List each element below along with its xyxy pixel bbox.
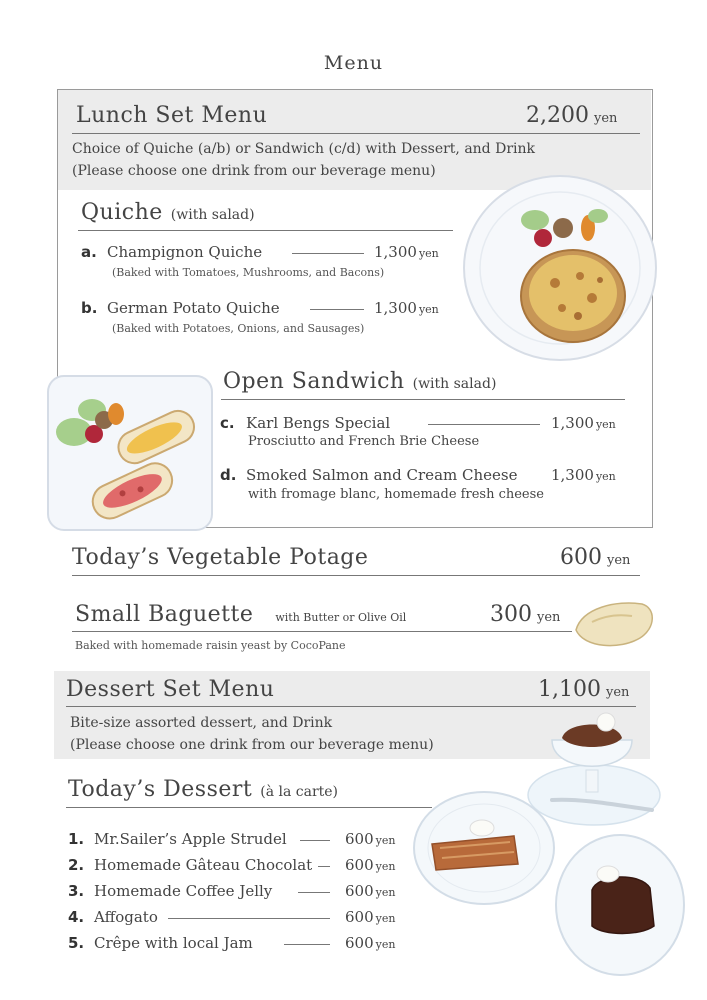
leader-line [298,892,330,893]
baguette-price: 300 yen [490,602,561,627]
strudel-plate-illustration [410,788,560,908]
lunch-set-desc-2: (Please choose one drink from our beverage menu) [72,163,436,179]
menu-item-d [220,465,517,484]
item-note-c: Prosciutto and French Brie Cheese [248,434,480,449]
dessert-rule [66,807,432,808]
sandwich-rule [221,399,625,400]
item-letter: b. [81,299,98,317]
dessert-subtitle: (à la carte) [260,784,339,800]
currency-label: yen [593,111,618,126]
dessert-set-title: Dessert Set Menu [66,677,275,702]
baguette-subtitle: with Butter or Olive Oil [275,611,407,624]
leader-line [310,309,364,310]
item-note-b: (Baked with Potatoes, Onions, and Sausages) [112,322,365,335]
sandwich-title: Open Sandwich [223,369,405,394]
quiche-heading [81,200,255,225]
sandwich-subtitle: (with salad) [412,376,497,392]
lunch-set-price-value: 2,200 [526,103,589,128]
quiche-plate-illustration [460,168,660,363]
sandwich-heading [223,369,496,394]
page-title: Menu [323,52,384,74]
menu-item-b [81,298,280,317]
dessert-title: Today’s Dessert [68,777,253,802]
dessert-item-4: 4. Affogato [68,908,158,926]
leader-line [284,944,330,945]
dessert-item-5: 5. Crêpe with local Jam [68,934,253,952]
leader-line [318,866,330,867]
baguette-heading [75,602,406,627]
menu-item-a [81,242,262,261]
lunch-set-rule [72,133,640,134]
dessert-set-desc-2: (Please choose one drink from our beverage menu) [70,737,434,753]
item-name: Smoked Salmon and Cream Cheese [246,466,518,484]
quiche-rule [78,230,453,231]
dessert-price-3: 600 yen [345,882,396,900]
dessert-set-desc-1: Bite-size assorted dessert, and Drink [70,715,333,731]
dessert-heading [68,777,338,802]
lunch-set-price [526,103,617,128]
item-letter: d. [220,466,237,484]
item-note-a: (Baked with Tomatoes, Mushrooms, and Bacons) [112,266,385,279]
dessert-item-1: 1. Mr.Sailer’s Apple Strudel [68,830,287,848]
potage-rule [72,575,640,576]
gateau-plate-illustration [550,830,690,980]
sandwich-plate-illustration [44,372,216,534]
lunch-set-title: Lunch Set Menu [76,103,268,128]
leader-line [428,424,540,425]
item-letter: a. [81,243,97,261]
dessert-item-3: 3. Homemade Coffee Jelly [68,882,273,900]
potage-price: 600 yen [560,545,631,570]
item-letter: c. [220,414,235,432]
item-name: Karl Bengs Special [246,414,391,432]
item-price-b: 1,300 yen [374,299,439,317]
dessert-set-price: 1,100 yen [538,677,630,702]
leader-line [292,253,364,254]
baguette-illustration [570,598,656,650]
baguette-rule [72,631,572,632]
leader-line [168,918,330,919]
item-price-c: 1,300 yen [551,414,616,432]
item-name: Champignon Quiche [107,243,263,261]
menu-item-c [220,413,390,432]
dessert-price-4: 600 yen [345,908,396,926]
dessert-item-2: 2. Homemade Gâteau Chocolat [68,856,313,874]
potage-title: Today’s Vegetable Potage [72,545,369,570]
quiche-title: Quiche [81,200,163,225]
item-note-d: with fromage blanc, homemade fresh cheese [248,487,544,502]
dessert-price-2: 600 yen [345,856,396,874]
item-price-d: 1,300 yen [551,466,616,484]
quiche-subtitle: (with salad) [170,207,255,223]
lunch-set-desc-1: Choice of Quiche (a/b) or Sandwich (c/d) with Dessert, and Drink [72,141,535,157]
baguette-note: Baked with homemade raisin yeast by CocoPane [75,639,346,652]
leader-line [300,840,330,841]
item-price-a: 1,300 yen [374,243,439,261]
dessert-price-1: 600 yen [345,830,396,848]
dessert-price-5: 600 yen [345,934,396,952]
baguette-title: Small Baguette [75,602,254,627]
item-name: German Potato Quiche [107,299,280,317]
